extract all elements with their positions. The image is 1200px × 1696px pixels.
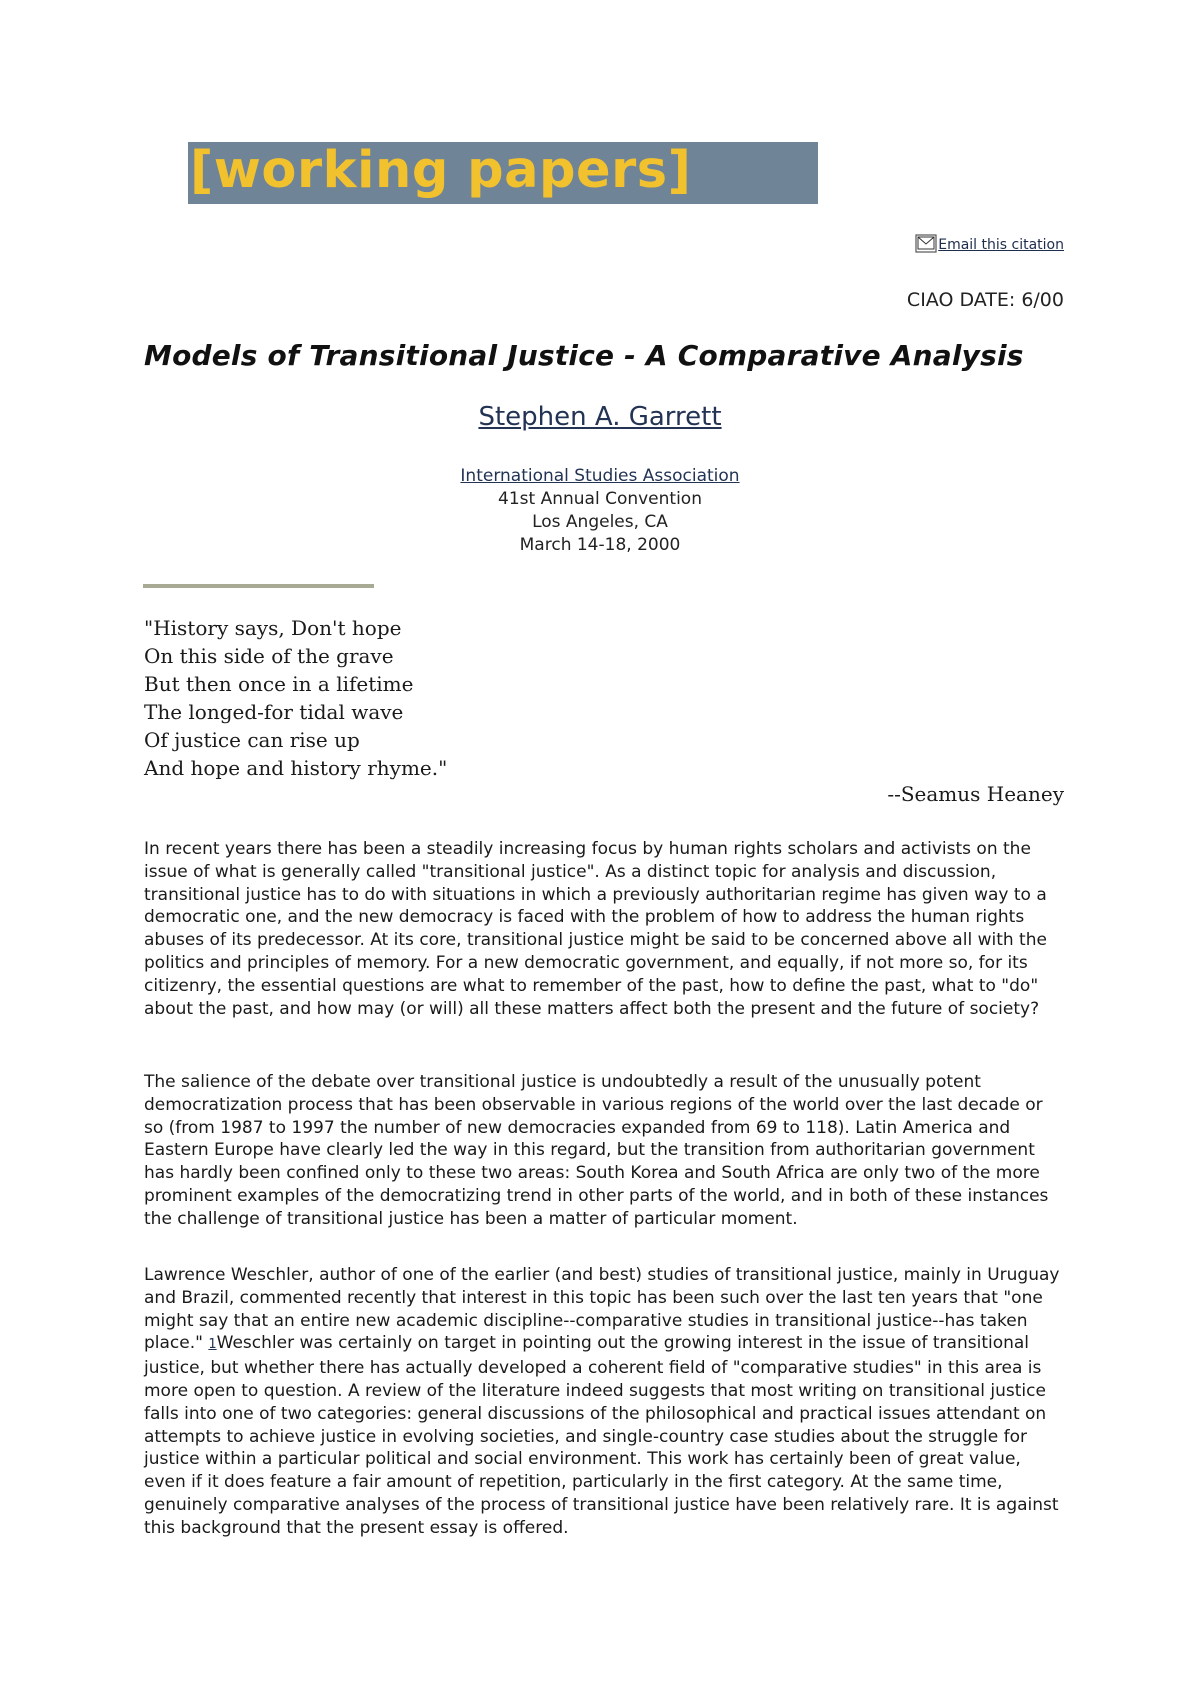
epigraph-line: And hope and history rhyme." (144, 756, 448, 780)
author-link[interactable]: Stephen A. Garrett (478, 402, 722, 432)
convention-name: 41st Annual Convention (498, 489, 702, 509)
epigraph-line: "History says, Don't hope (144, 616, 402, 640)
paragraph-text: Weschler was certainly on target in pointing out the growing interest in the issue of transitional justice, but whether there has actually developed a coherent field of "comparative studies" in this area is more open to question. A review of the literature indeed suggests that most writing on transitional justice falls into one of two categories: general discussions of the philosophical and practical issues attendant on attempts to achieve justice in evolving societies, and single-country case studies about the struggle for justice within a particular political and social environment. This work has certainly been of great value, even if it does feature a fair amount of repetition, particularly in the first category. At the same time, genuinely comparative analyses of the process of transitional justice have been relatively rare. It is against this background that the present essay is offered. (144, 1333, 1059, 1538)
epigraph-line: The longed-for tidal wave (144, 700, 404, 724)
ciao-date: CIAO DATE: 6/00 (906, 289, 1064, 311)
body-paragraph-2: The salience of the debate over transitional justice is undoubtedly a result of the unusually potent democratization process that has been observable in various regions of the world over the last decade or so (from 1987 to 1997 the number of new democracies expanded from 69 to 118). Latin America and Eastern Europe have clearly led the way in this regard, but the transition from authoritarian government has hardly been confined only to these two areas: South Korea and South Africa are only two of the more prominent examples of the democratizing trend in other parts of the world, and in both of these instances the challenge of transitional justice has been a matter of particular moment. (144, 1072, 1049, 1229)
convention-date: March 14-18, 2000 (519, 535, 681, 555)
epigraph-line: But then once in a lifetime (144, 672, 414, 696)
divider (143, 584, 374, 588)
epigraph-line: On this side of the grave (144, 644, 394, 668)
body-paragraph-3 (144, 1264, 1064, 1540)
organization-link[interactable]: International Studies Association (460, 466, 740, 486)
email-citation[interactable] (915, 234, 1064, 254)
body-paragraph-1: In recent years there has been a steadily increasing focus by human rights scholars and activists on the issue of what is generally called "transitional justice". As a distinct topic for analysis and discussion, transitional justice has to do with situations in which a previously authoritarian regime has given way to a democratic one, and the new democracy is faced with the problem of how to address the human rights abuses of its predecessor. At its core, transitional justice might be said to be concerned above all with the politics and principles of memory. For a new democratic government, and equally, if not more so, for its citizenry, the essential questions are what to remember of the past, how to define the past, what to "do" about the past, and how may (or will) all these matters affect both the present and the future of society? (144, 839, 1047, 1019)
email-citation-link[interactable]: Email this citation (938, 237, 1064, 253)
epigraph-line: Of justice can rise up (144, 728, 360, 752)
convention-location: Los Angeles, CA (532, 512, 668, 532)
footnote-link[interactable]: 1 (208, 1337, 217, 1353)
paragraph-text: Lawrence Weschler, author of one of the earlier (and best) studies of transitional justice, mainly in Uruguay and Brazil, commented recently that interest in this topic has been such over the last ten years that "one might say that an entire new academic discipline--comparative studies in transitional justice--has taken place." (144, 1265, 1060, 1354)
banner-title: [working papers] (190, 141, 692, 200)
article-title: Models of Transitional Justice - A Comparative Analysis (144, 339, 1024, 372)
epigraph (144, 614, 447, 782)
working-papers-banner (188, 142, 818, 204)
epigraph-attribution: --Seamus Heaney (887, 782, 1064, 806)
envelope-icon[interactable] (915, 234, 937, 254)
conference-info (0, 465, 1200, 557)
